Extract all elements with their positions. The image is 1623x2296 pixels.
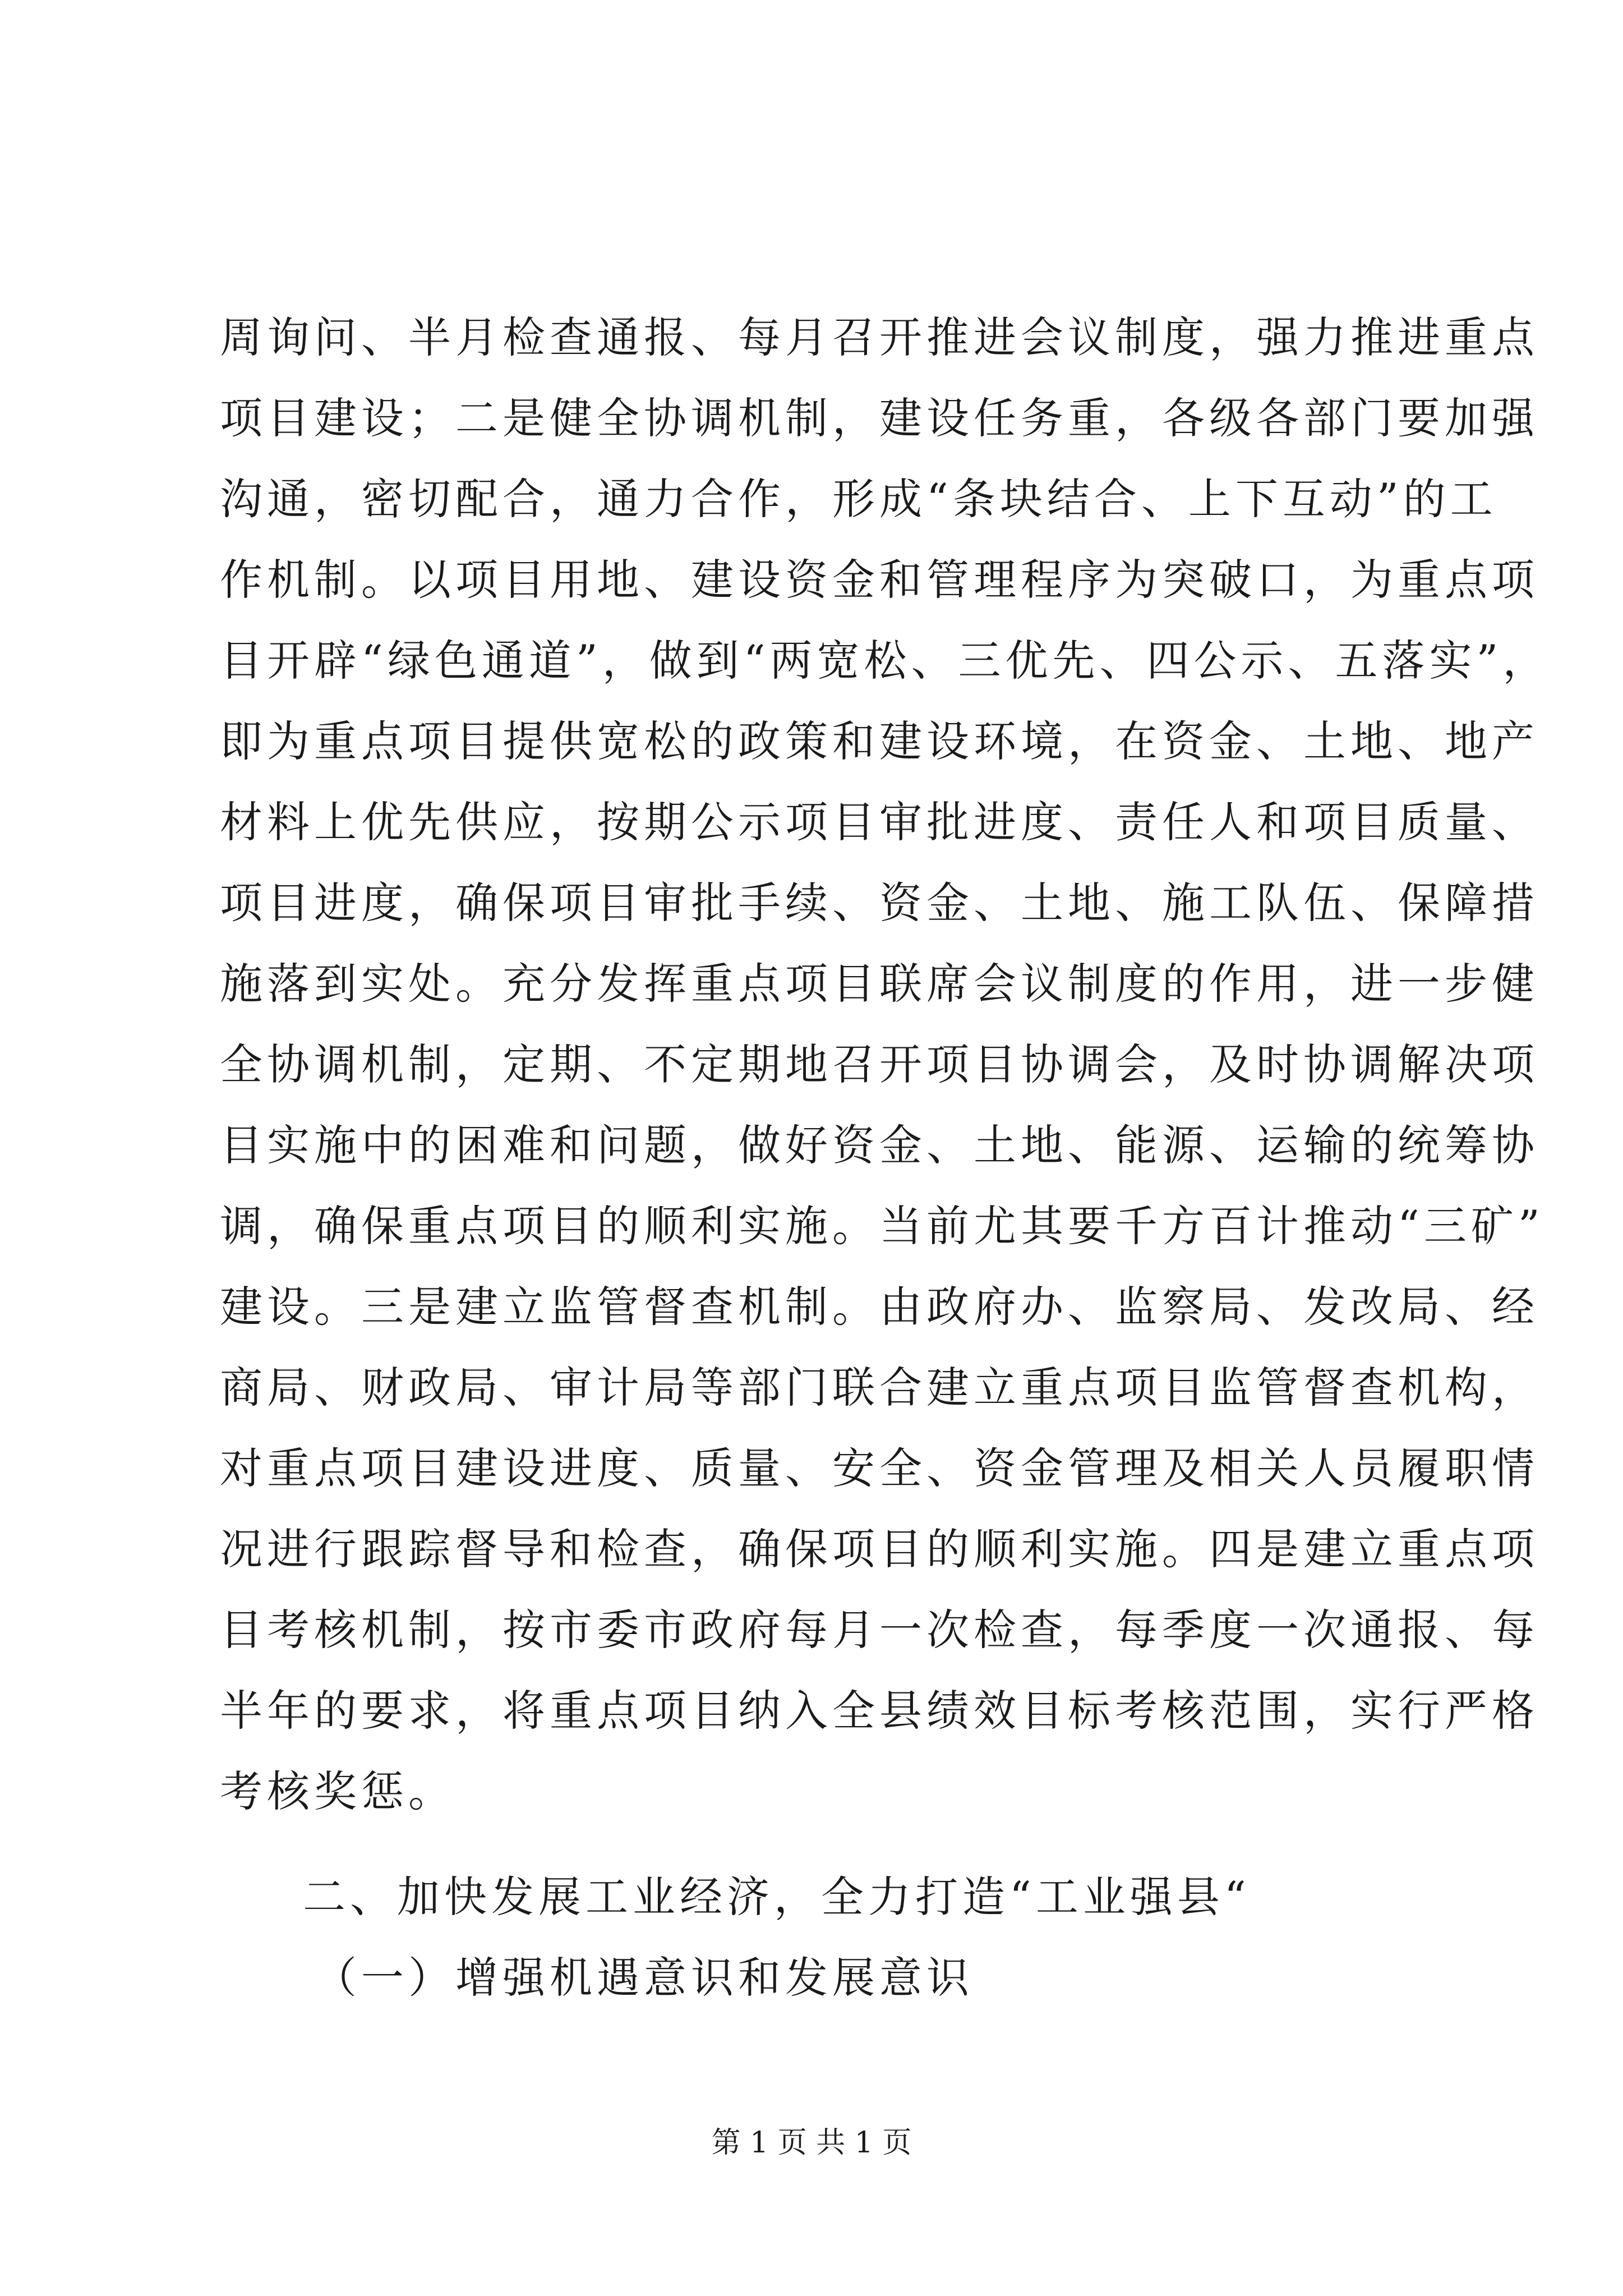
text-line: 项目进度，确保项目审批手续、资金、土地、施工队伍、保障措 xyxy=(220,878,1539,928)
text-line: 考核奖惩。 xyxy=(220,1766,455,1816)
text-line: 半年的要求，将重点项目纳入全县绩效目标考核范围，实行严格 xyxy=(220,1686,1539,1736)
text-line: 目考核机制，按市委市政府每月一次检查，每季度一次通报、每 xyxy=(220,1605,1539,1655)
text-line: 作机制。以项目用地、建设资金和管理程序为突破口，为重点项 xyxy=(220,555,1539,605)
text-line: 调，确保重点项目的顺利实施。当前尤其要千方百计推动“三矿” xyxy=(220,1201,1544,1251)
text-line: 目开辟“绿色通道”，做到“两宽松、三优先、四公示、五落实”， xyxy=(220,636,1550,685)
text-line: 商局、财政局、审计局等部门联合建立重点项目监管督查机构， xyxy=(220,1363,1539,1412)
text-line: 周询问、半月检查通报、每月召开推进会议制度，强力推进重点 xyxy=(220,312,1539,362)
body-paragraph xyxy=(220,297,1550,1832)
text-line: 施落到实处。充分发挥重点项目联席会议制度的作用，进一步健 xyxy=(220,959,1539,1009)
page-footer: 第 1 页 共 1 页 xyxy=(711,2126,912,2160)
text-line: 全协调机制，定期、不定期地召开项目协调会，及时协调解决项 xyxy=(220,1039,1539,1089)
text-line: 况进行跟踪督导和检查，确保项目的顺利实施。四是建立重点项 xyxy=(220,1524,1539,1574)
text-line: 项目建设；二是健全协调机制，建设任务重，各级各部门要加强 xyxy=(220,393,1539,443)
subsection-heading: （一）增强机遇意识和发展意识 xyxy=(314,1953,974,2003)
text-line: 对重点项目建设进度、质量、安全、资金管理及相关人员履职情 xyxy=(220,1443,1539,1493)
text-line: 目实施中的困难和问题，做好资金、土地、能源、运输的统筹协 xyxy=(220,1120,1539,1170)
text-line: 即为重点项目提供宽松的政策和建设环境，在资金、土地、地产 xyxy=(220,716,1539,766)
text-line: 沟通，密切配合，通力合作，形成“条块结合、上下互动”的工 xyxy=(220,474,1497,524)
section-heading: 二、加快发展工业经济，全力打造“工业强县“ xyxy=(303,1872,1251,1922)
text-line: 材料上优先供应，按期公示项目审批进度、责任人和项目质量、 xyxy=(220,797,1539,847)
text-line: 建设。三是建立监管督查机制。由政府办、监察局、发改局、经 xyxy=(220,1282,1539,1332)
